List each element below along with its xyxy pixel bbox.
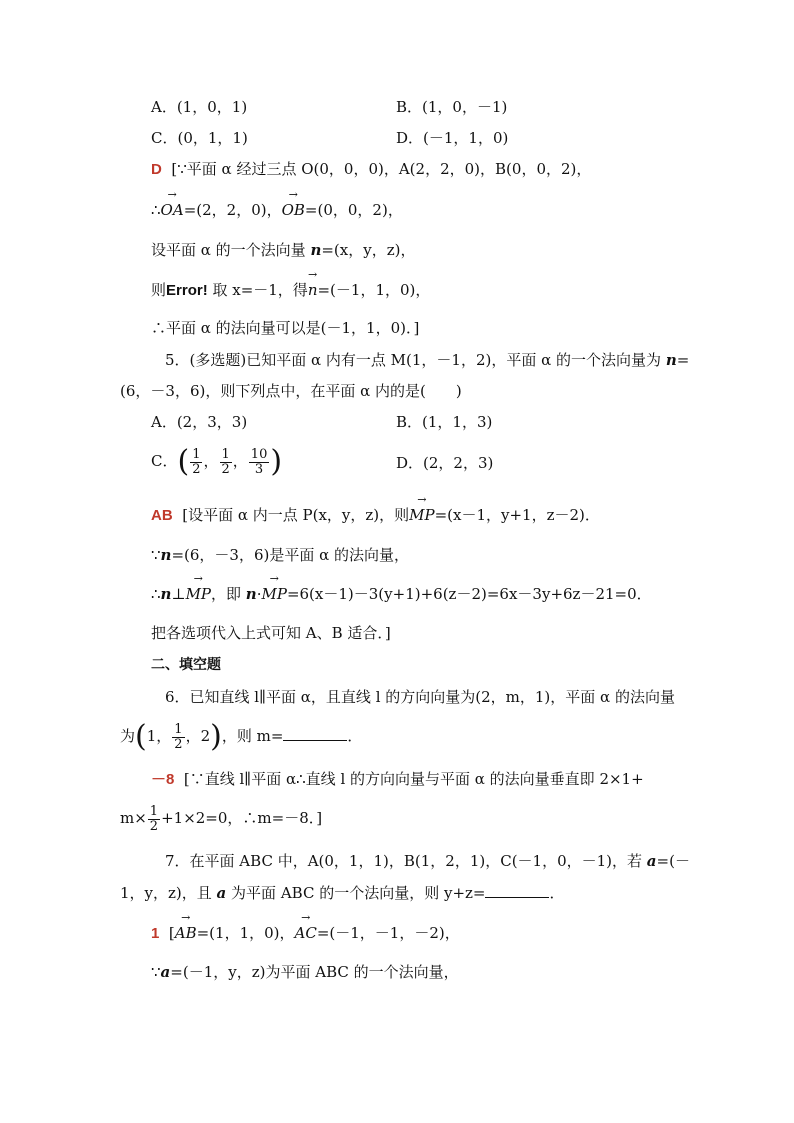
q7-stem-line-2: 1，y，z)，且 a 为平面 ABC 的一个法向量，则 y+z= ． <box>120 884 565 902</box>
q4-option-a: A．(1，0，1) <box>151 98 248 116</box>
q5-option-a: A．(2，3，3) <box>151 413 248 431</box>
q5-stem-line-1: 5．(多选题)已知平面 α 内有一点 M(1，－1，2)，平面 α 的一个法向量为 n= <box>165 351 690 369</box>
q7-solution-line-1: 1 [→ AB=(1，1，0)，→ AC=(－1，－1，－2)， <box>151 923 460 944</box>
q6-solution-line-2: m× $\frac{1}{2}$ +1×2=0，∴m=－8．] <box>120 803 323 834</box>
q4-solution-line-5: ∴平面 α 的法向量可以是(－1，1，0)．] <box>151 319 420 337</box>
q6-stem-line-2: 为(1， $\frac{1}{2}$ ，2)，则 m= ． <box>120 719 363 754</box>
q5-option-c: C．( $\frac{1}{2}$ ， $\frac{1}{2}$ ， $\frac{10}{3}$ ) <box>151 444 283 479</box>
q6-answer-blank[interactable] <box>283 726 347 741</box>
vector-ab: → AB <box>175 923 197 943</box>
q5-option-d: D．(2，2，3) <box>396 454 494 472</box>
q5-solution-line-4: 把各选项代入上式可知 A、B 适合．] <box>151 624 391 642</box>
q4-answer: D <box>151 161 162 178</box>
q7-answer: 1 <box>151 925 160 942</box>
q4-option-b: B．(1，0，－1) <box>396 98 508 116</box>
q5-solution-line-2: ∵n=(6，－3，6)是平面 α 的法向量， <box>151 546 410 564</box>
vector-mp: → MP <box>409 505 434 525</box>
section-heading: 二、填空题 <box>151 657 221 673</box>
vector-n: → n <box>308 280 318 300</box>
q4-solution-line-2: ∴→ OA=(2，2，0)，→ OB=(0，0，2)， <box>151 200 403 220</box>
vector-oa: → OA <box>161 200 184 220</box>
q4-option-c: C．(0，1，1) <box>151 129 248 147</box>
vector-ob: → OB <box>282 200 305 220</box>
q5-solution-line-3: ∴n⊥→ MP，即 n·→ MP=6(x－1)－3(y+1)+6(z－2)=6x－3y+6z－21=0． <box>151 584 652 604</box>
q5-stem-line-2: (6，－3，6)，则下列点中，在平面 α 内的是( ) <box>120 382 462 400</box>
q4-solution-line-4: 则Error! 取 x=－1，得→ n=(－1，1，0)， <box>151 280 430 301</box>
q5-answer: AB <box>151 507 173 524</box>
q6-solution-line-1: －8 [∵直线 l∥平面 α∴直线 l 的方向向量与平面 α 的法向量垂直即 2×1+ <box>151 770 644 788</box>
q4-option-d: D．(－1，1，0) <box>396 129 509 147</box>
q4-solution-line-1: D [∵平面 α 经过三点 O(0，0，0)，A(2，2，0)，B(0，0，2)， <box>151 160 592 178</box>
q6-answer: －8 <box>151 771 175 788</box>
vector-ac: → AC <box>295 923 317 943</box>
q6-stem-line-1: 6．已知直线 l∥平面 α，且直线 l 的方向向量为(2，m，1)，平面 α 的法向量 <box>165 688 675 706</box>
q7-solution-line-2: ∵a=(－1，y，z)为平面 ABC 的一个法向量， <box>151 963 459 981</box>
error-text: Error! <box>166 282 208 299</box>
q5-option-b: B．(1，1，3) <box>396 413 493 431</box>
q5-solution-line-1: AB [设平面 α 内一点 P(x，y，z)，则→ MP=(x－1，y+1，z－2)． <box>151 505 600 526</box>
q4-solution-line-3: 设平面 α 的一个法向量 n=(x，y，z)， <box>151 241 416 259</box>
q7-answer-blank[interactable] <box>485 883 549 898</box>
q7-stem-line-1: 7．在平面 ABC 中，A(0，1，1)，B(1，2，1)，C(－1，0，－1)，若 a=(－ <box>165 852 690 870</box>
